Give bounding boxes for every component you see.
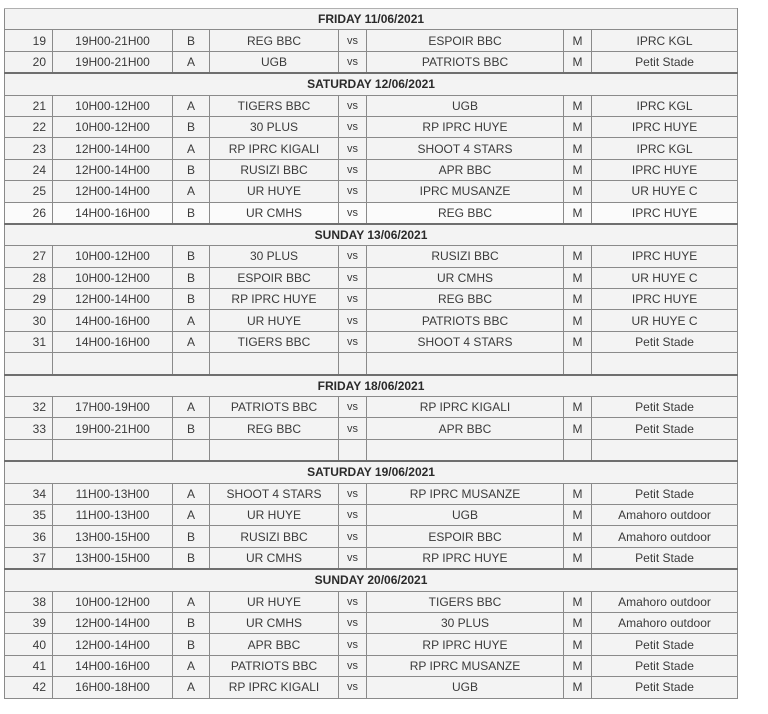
versus-cell: vs [339,267,367,288]
versus-cell: vs [339,547,367,569]
game-number-cell: 20 [5,51,53,73]
time-slot-cell: 19H00-21H00 [53,418,173,439]
time-slot-cell: 10H00-12H00 [53,116,173,137]
table-row [5,634,738,655]
time-slot-cell: 12H00-14H00 [53,634,173,655]
versus-cell: vs [339,612,367,633]
venue-cell: Amahoro outdoor [592,612,738,633]
pool-cell: B [173,30,210,51]
empty-cell [5,353,53,375]
day-header: SATURDAY 12/06/2021 [5,73,738,95]
category-cell: M [564,267,592,288]
versus-cell: vs [339,677,367,698]
category-cell: M [564,526,592,547]
away-team-cell: RP IPRC KIGALI [367,397,564,418]
pool-cell: A [173,677,210,698]
empty-cell [53,353,173,375]
home-team-cell: RP IPRC KIGALI [210,138,339,159]
pool-cell: B [173,526,210,547]
category-cell: M [564,159,592,180]
category-cell: M [564,483,592,504]
versus-cell: vs [339,159,367,180]
away-team-cell: RP IPRC HUYE [367,116,564,137]
home-team-cell: RP IPRC KIGALI [210,677,339,698]
pool-cell: B [173,246,210,267]
away-team-cell: IPRC MUSANZE [367,181,564,202]
home-team-cell: 30 PLUS [210,246,339,267]
game-number-cell: 38 [5,591,53,612]
home-team-cell: UR HUYE [210,591,339,612]
pool-cell: A [173,181,210,202]
category-cell: M [564,612,592,633]
time-slot-cell: 10H00-12H00 [53,591,173,612]
empty-cell [564,353,592,375]
time-slot-cell: 11H00-13H00 [53,483,173,504]
venue-cell: UR HUYE C [592,181,738,202]
time-slot-cell: 14H00-16H00 [53,202,173,224]
away-team-cell: RUSIZI BBC [367,246,564,267]
versus-cell: vs [339,116,367,137]
home-team-cell: RP IPRC HUYE [210,289,339,310]
empty-cell [592,439,738,461]
venue-cell: IPRC HUYE [592,246,738,267]
time-slot-cell: 19H00-21H00 [53,30,173,51]
home-team-cell: TIGERS BBC [210,331,339,352]
venue-cell: Petit Stade [592,483,738,504]
game-number-cell: 27 [5,246,53,267]
pool-cell: A [173,504,210,525]
category-cell: M [564,116,592,137]
empty-cell [367,353,564,375]
versus-cell: vs [339,202,367,224]
empty-cell [173,439,210,461]
versus-cell: vs [339,95,367,116]
table-row [5,483,738,504]
game-number-cell: 40 [5,634,53,655]
venue-cell: UR HUYE C [592,310,738,331]
away-team-cell: APR BBC [367,418,564,439]
versus-cell: vs [339,51,367,73]
away-team-cell: PATRIOTS BBC [367,51,564,73]
away-team-cell: UGB [367,504,564,525]
venue-cell: Petit Stade [592,547,738,569]
empty-cell [173,353,210,375]
home-team-cell: UR HUYE [210,181,339,202]
empty-cell [367,439,564,461]
time-slot-cell: 14H00-16H00 [53,655,173,676]
home-team-cell: UR CMHS [210,547,339,569]
time-slot-cell: 12H00-14H00 [53,289,173,310]
empty-cell [5,439,53,461]
time-slot-cell: 10H00-12H00 [53,246,173,267]
category-cell: M [564,655,592,676]
venue-cell: IPRC KGL [592,95,738,116]
pool-cell: B [173,418,210,439]
day-header-row [5,9,738,30]
home-team-cell: RUSIZI BBC [210,526,339,547]
pool-cell: A [173,310,210,331]
table-row [5,591,738,612]
table-row [5,677,738,698]
category-cell: M [564,634,592,655]
day-header: FRIDAY 18/06/2021 [5,375,738,397]
category-cell: M [564,547,592,569]
versus-cell: vs [339,634,367,655]
venue-cell: IPRC HUYE [592,289,738,310]
versus-cell: vs [339,397,367,418]
time-slot-cell: 12H00-14H00 [53,159,173,180]
away-team-cell: RP IPRC HUYE [367,634,564,655]
empty-cell [592,353,738,375]
category-cell: M [564,310,592,331]
time-slot-cell: 12H00-14H00 [53,181,173,202]
home-team-cell: REG BBC [210,30,339,51]
fixtures-table [4,8,738,699]
home-team-cell: UR HUYE [210,504,339,525]
pool-cell: B [173,267,210,288]
category-cell: M [564,246,592,267]
category-cell: M [564,677,592,698]
game-number-cell: 26 [5,202,53,224]
table-row [5,418,738,439]
venue-cell: UR HUYE C [592,267,738,288]
home-team-cell: PATRIOTS BBC [210,397,339,418]
day-header: FRIDAY 11/06/2021 [5,9,738,30]
pool-cell: B [173,634,210,655]
venue-cell: Amahoro outdoor [592,591,738,612]
time-slot-cell: 13H00-15H00 [53,526,173,547]
home-team-cell: APR BBC [210,634,339,655]
day-header-row [5,224,738,246]
game-number-cell: 35 [5,504,53,525]
category-cell: M [564,95,592,116]
venue-cell: IPRC HUYE [592,202,738,224]
blank-row [5,439,738,461]
time-slot-cell: 14H00-16H00 [53,331,173,352]
game-number-cell: 24 [5,159,53,180]
day-header-row [5,569,738,591]
game-number-cell: 32 [5,397,53,418]
time-slot-cell: 16H00-18H00 [53,677,173,698]
venue-cell: Petit Stade [592,397,738,418]
versus-cell: vs [339,289,367,310]
game-number-cell: 37 [5,547,53,569]
game-number-cell: 22 [5,116,53,137]
home-team-cell: REG BBC [210,418,339,439]
table-row [5,116,738,137]
away-team-cell: TIGERS BBC [367,591,564,612]
empty-cell [210,353,339,375]
away-team-cell: SHOOT 4 STARS [367,331,564,352]
pool-cell: A [173,51,210,73]
empty-cell [339,353,367,375]
away-team-cell: ESPOIR BBC [367,30,564,51]
day-header: SATURDAY 19/06/2021 [5,461,738,483]
home-team-cell: RUSIZI BBC [210,159,339,180]
category-cell: M [564,30,592,51]
away-team-cell: 30 PLUS [367,612,564,633]
pool-cell: B [173,612,210,633]
time-slot-cell: 17H00-19H00 [53,397,173,418]
table-row [5,202,738,224]
table-row [5,612,738,633]
table-row [5,331,738,352]
venue-cell: IPRC KGL [592,138,738,159]
venue-cell: Petit Stade [592,655,738,676]
table-row [5,504,738,525]
table-row [5,51,738,73]
table-row [5,526,738,547]
versus-cell: vs [339,655,367,676]
away-team-cell: ESPOIR BBC [367,526,564,547]
fixtures-body [5,9,738,699]
away-team-cell: REG BBC [367,289,564,310]
versus-cell: vs [339,418,367,439]
away-team-cell: SHOOT 4 STARS [367,138,564,159]
versus-cell: vs [339,591,367,612]
venue-cell: IPRC HUYE [592,116,738,137]
empty-cell [210,439,339,461]
table-row [5,181,738,202]
pool-cell: A [173,397,210,418]
home-team-cell: PATRIOTS BBC [210,655,339,676]
table-row [5,289,738,310]
pool-cell: B [173,289,210,310]
day-header-row [5,375,738,397]
game-number-cell: 23 [5,138,53,159]
versus-cell: vs [339,526,367,547]
category-cell: M [564,591,592,612]
table-row [5,267,738,288]
category-cell: M [564,51,592,73]
game-number-cell: 30 [5,310,53,331]
versus-cell: vs [339,310,367,331]
game-number-cell: 42 [5,677,53,698]
category-cell: M [564,418,592,439]
game-number-cell: 29 [5,289,53,310]
pool-cell: A [173,655,210,676]
game-number-cell: 33 [5,418,53,439]
empty-cell [339,439,367,461]
versus-cell: vs [339,138,367,159]
time-slot-cell: 12H00-14H00 [53,612,173,633]
pool-cell: A [173,95,210,116]
game-number-cell: 31 [5,331,53,352]
home-team-cell: UR CMHS [210,612,339,633]
game-number-cell: 25 [5,181,53,202]
pool-cell: A [173,591,210,612]
blank-row [5,353,738,375]
pool-cell: B [173,159,210,180]
time-slot-cell: 12H00-14H00 [53,138,173,159]
away-team-cell: RP IPRC MUSANZE [367,483,564,504]
away-team-cell: PATRIOTS BBC [367,310,564,331]
game-number-cell: 21 [5,95,53,116]
venue-cell: Petit Stade [592,51,738,73]
empty-cell [53,439,173,461]
game-number-cell: 39 [5,612,53,633]
day-header-row [5,73,738,95]
home-team-cell: UR CMHS [210,202,339,224]
pool-cell: B [173,202,210,224]
table-row [5,95,738,116]
versus-cell: vs [339,246,367,267]
venue-cell: Amahoro outdoor [592,526,738,547]
venue-cell: Petit Stade [592,418,738,439]
pool-cell: A [173,331,210,352]
table-row [5,547,738,569]
versus-cell: vs [339,331,367,352]
home-team-cell: ESPOIR BBC [210,267,339,288]
day-header: SUNDAY 13/06/2021 [5,224,738,246]
versus-cell: vs [339,30,367,51]
time-slot-cell: 11H00-13H00 [53,504,173,525]
away-team-cell: RP IPRC MUSANZE [367,655,564,676]
away-team-cell: UR CMHS [367,267,564,288]
home-team-cell: SHOOT 4 STARS [210,483,339,504]
category-cell: M [564,504,592,525]
away-team-cell: RP IPRC HUYE [367,547,564,569]
time-slot-cell: 19H00-21H00 [53,51,173,73]
time-slot-cell: 13H00-15H00 [53,547,173,569]
away-team-cell: REG BBC [367,202,564,224]
venue-cell: Petit Stade [592,677,738,698]
category-cell: M [564,289,592,310]
home-team-cell: UGB [210,51,339,73]
day-header: SUNDAY 20/06/2021 [5,569,738,591]
table-row [5,159,738,180]
empty-cell [564,439,592,461]
schedule-document [4,8,737,699]
venue-cell: IPRC HUYE [592,159,738,180]
game-number-cell: 41 [5,655,53,676]
venue-cell: IPRC KGL [592,30,738,51]
table-row [5,138,738,159]
category-cell: M [564,397,592,418]
away-team-cell: UGB [367,677,564,698]
pool-cell: B [173,116,210,137]
table-row [5,310,738,331]
versus-cell: vs [339,504,367,525]
table-row [5,655,738,676]
game-number-cell: 19 [5,30,53,51]
game-number-cell: 34 [5,483,53,504]
table-row [5,397,738,418]
category-cell: M [564,181,592,202]
pool-cell: A [173,138,210,159]
time-slot-cell: 14H00-16H00 [53,310,173,331]
time-slot-cell: 10H00-12H00 [53,95,173,116]
versus-cell: vs [339,483,367,504]
versus-cell: vs [339,181,367,202]
game-number-cell: 36 [5,526,53,547]
pool-cell: B [173,547,210,569]
pool-cell: A [173,483,210,504]
category-cell: M [564,138,592,159]
away-team-cell: APR BBC [367,159,564,180]
venue-cell: Petit Stade [592,634,738,655]
day-header-row [5,461,738,483]
category-cell: M [564,331,592,352]
venue-cell: Amahoro outdoor [592,504,738,525]
home-team-cell: TIGERS BBC [210,95,339,116]
table-row [5,246,738,267]
category-cell: M [564,202,592,224]
home-team-cell: UR HUYE [210,310,339,331]
home-team-cell: 30 PLUS [210,116,339,137]
venue-cell: Petit Stade [592,331,738,352]
away-team-cell: UGB [367,95,564,116]
table-row [5,30,738,51]
time-slot-cell: 10H00-12H00 [53,267,173,288]
game-number-cell: 28 [5,267,53,288]
